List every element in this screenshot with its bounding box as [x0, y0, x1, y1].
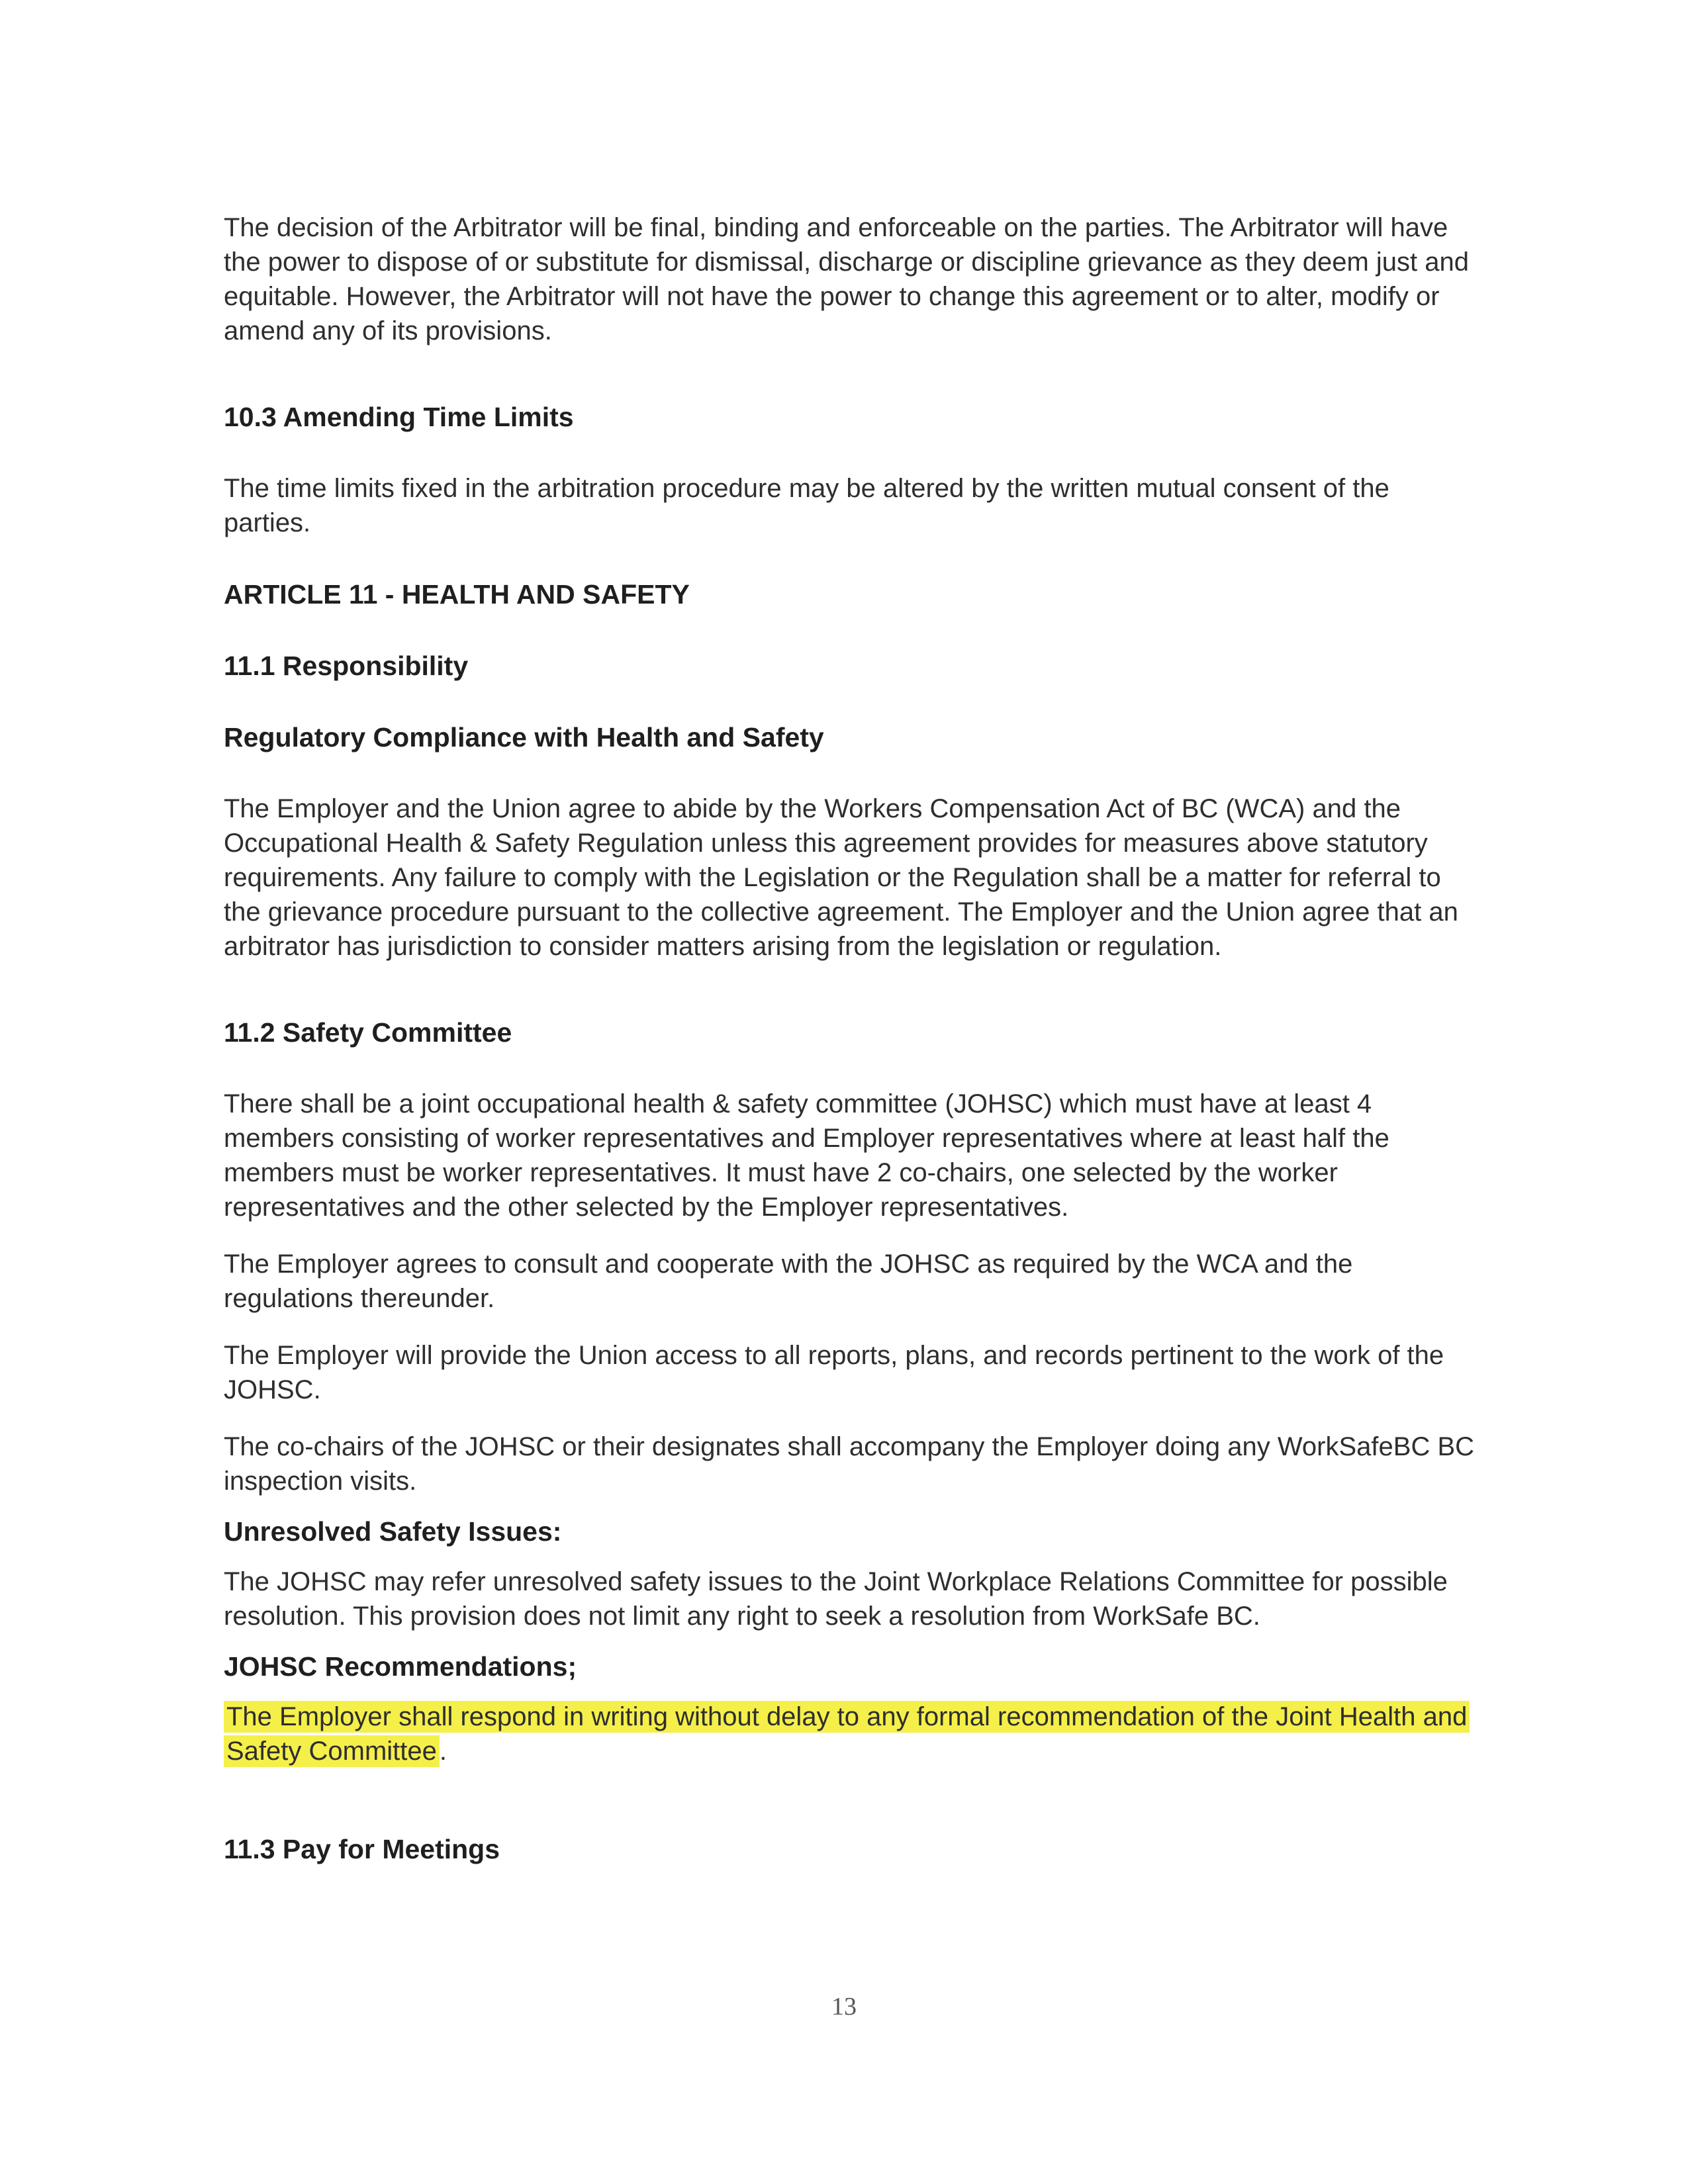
section-heading-11-2: 11.2 Safety Committee — [224, 1017, 512, 1048]
safety-committee-paragraph-4: The co-chairs of the JOHSC or their designates shall accompany the Employer doing any WorkSafeBC BC inspection visits. — [224, 1432, 1475, 1496]
unresolved-issues-subheading: Unresolved Safety Issues: — [224, 1516, 562, 1547]
regulatory-compliance-subheading: Regulatory Compliance with Health and Safety — [224, 722, 824, 752]
highlighted-text: The Employer shall respond in writing without delay to any formal recommendation of the Joint Health and Safety Committee — [224, 1701, 1470, 1767]
time-limits-paragraph: The time limits fixed in the arbitration procedure may be altered by the written mutual consent of the parties. — [224, 474, 1389, 537]
recommendations-subheading: JOHSC Recommendations; — [224, 1651, 577, 1682]
recommendations-paragraph — [224, 1700, 1481, 1768]
safety-committee-paragraph-3: The Employer will provide the Union access to all reports, plans, and records pertinent to the work of the JOHSC. — [224, 1341, 1444, 1404]
safety-committee-paragraph-1: There shall be a joint occupational health & safety committee (JOHSC) which must have at least 4 members consisting of worker representatives and Employer representatives where at least half the members must be worker representatives. It must have 2 co-chairs, one selected by the worker representatives and the other selected by the Employer representatives. — [224, 1089, 1389, 1222]
document-page — [224, 210, 1481, 1866]
unresolved-issues-paragraph: The JOHSC may refer unresolved safety issues to the Joint Workplace Relations Committee for possible resolution. This provision does not limit any right to seek a resolution from WorkSafe BC. — [224, 1567, 1448, 1631]
recommendations-period: . — [439, 1737, 447, 1766]
safety-committee-paragraph-2: The Employer agrees to consult and cooperate with the JOHSC as required by the WCA and the regulations thereunder. — [224, 1250, 1353, 1313]
section-heading-11-1: 11.1 Responsibility — [224, 651, 469, 681]
article-11-heading: ARTICLE 11 - HEALTH AND SAFETY — [224, 579, 690, 610]
section-heading-10-3: 10.3 Amending Time Limits — [224, 402, 574, 432]
section-heading-11-3: 11.3 Pay for Meetings — [224, 1834, 500, 1864]
arbitrator-paragraph: The decision of the Arbitrator will be final, binding and enforceable on the parties. The Arbitrator will have the power to dispose of or substitute for dismissal, discharge or discipline grievance as they deem just and equitable. However, the Arbitrator will not have the power to change this agreement or to alter, modify or amend any of its provisions. — [224, 213, 1469, 345]
regulatory-compliance-paragraph: The Employer and the Union agree to abide by the Workers Compensation Act of BC (WCA) and the Occupational Health & Safety Regulation unless this agreement provides for measures above statutory requirements. Any failure to comply with the Legislation or the Regulation shall be a matter for referral to the grievance procedure pursuant to the collective agreement. The Employer and the Union agree that an arbitrator has jurisdiction to consider matters arising from the legislation or regulation. — [224, 794, 1458, 961]
page-number: 13 — [831, 1993, 857, 2021]
